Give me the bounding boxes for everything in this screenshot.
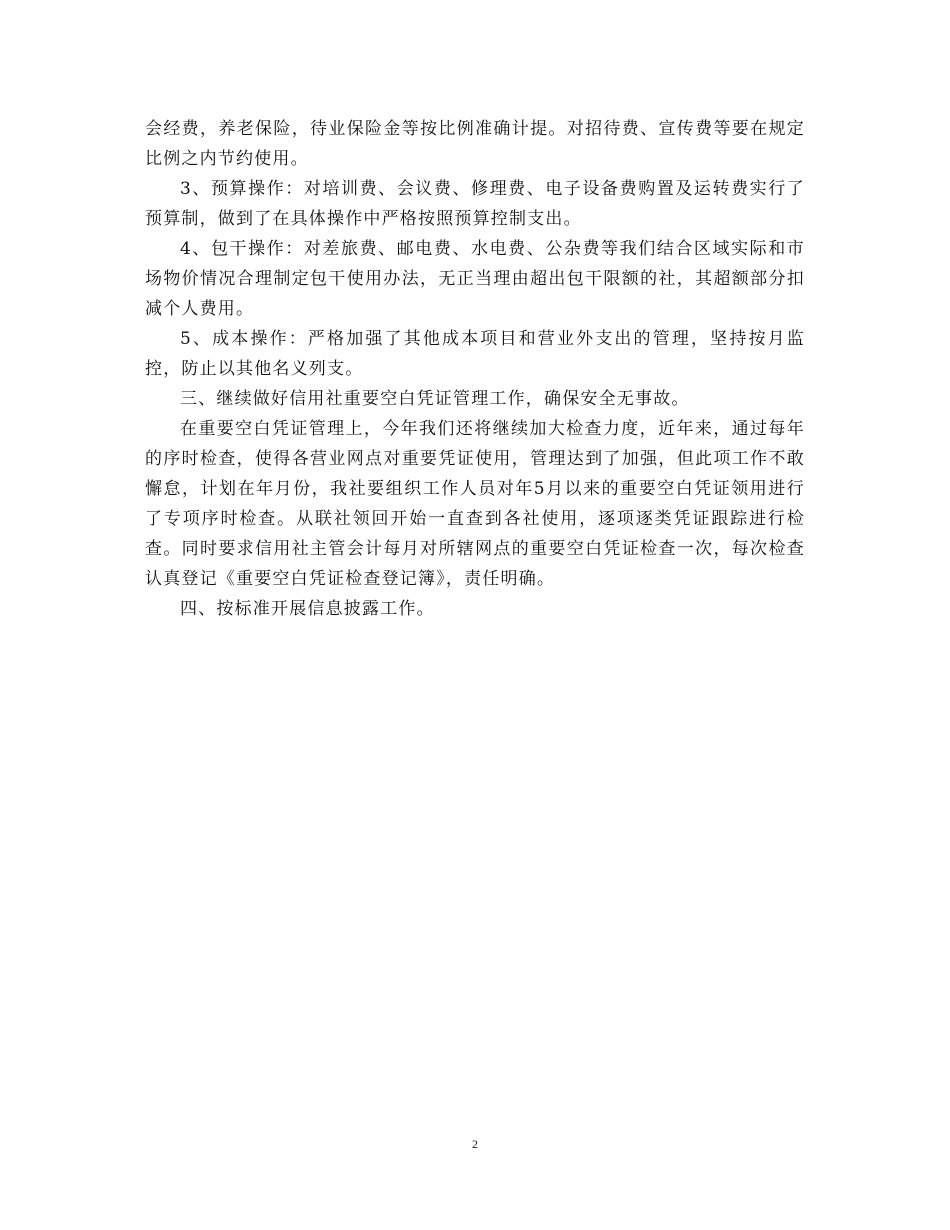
document-body xyxy=(145,114,805,624)
paragraph-7: 四、按标准开展信息披露工作。 xyxy=(180,599,435,619)
paragraph-2: 3、预算操作：对培训费、会议费、修理费、电子设备费购置及运转费实行了预算制，做到了在具体操作中严格按照预算控制支出。 xyxy=(145,179,805,229)
page-number: 2 xyxy=(472,1137,478,1151)
paragraph-1: 会经费，养老保险，待业保险金等按比例准确计提。对招待费、宣传费等要在规定比例之内节约使用。 xyxy=(145,119,805,169)
paragraph-5: 三、继续做好信用社重要空白凭证管理工作，确保安全无事故。 xyxy=(180,389,690,409)
paragraph-6: 在重要空白凭证管理上，今年我们还将继续加大检查力度，近年来，通过每年的序时检查，使得各营业网点对重要凭证使用，管理达到了加强，但此项工作不敢懈怠，计划在年月份，我社要组织工作人员对年5月以来的重要空白凭证领用进行了专项序时检查。从联社领回开始一直查到各社使用，逐项逐类凭证跟踪进行检查。同时要求信用社主管会计每月对所辖网点的重要空白凭证检查一次，每次检查认真登记《重要空白凭证检查登记簿》，责任明确。 xyxy=(145,419,805,589)
paragraph-3: 4、包干操作：对差旅费、邮电费、水电费、公杂费等我们结合区域实际和市场物价情况合理制定包干使用办法，无正当理由超出包干限额的社，其超额部分扣减个人费用。 xyxy=(145,239,805,319)
paragraph-4: 5、成本操作：严格加强了其他成本项目和营业外支出的管理，坚持按月监控，防止以其他名义列支。 xyxy=(145,329,805,379)
